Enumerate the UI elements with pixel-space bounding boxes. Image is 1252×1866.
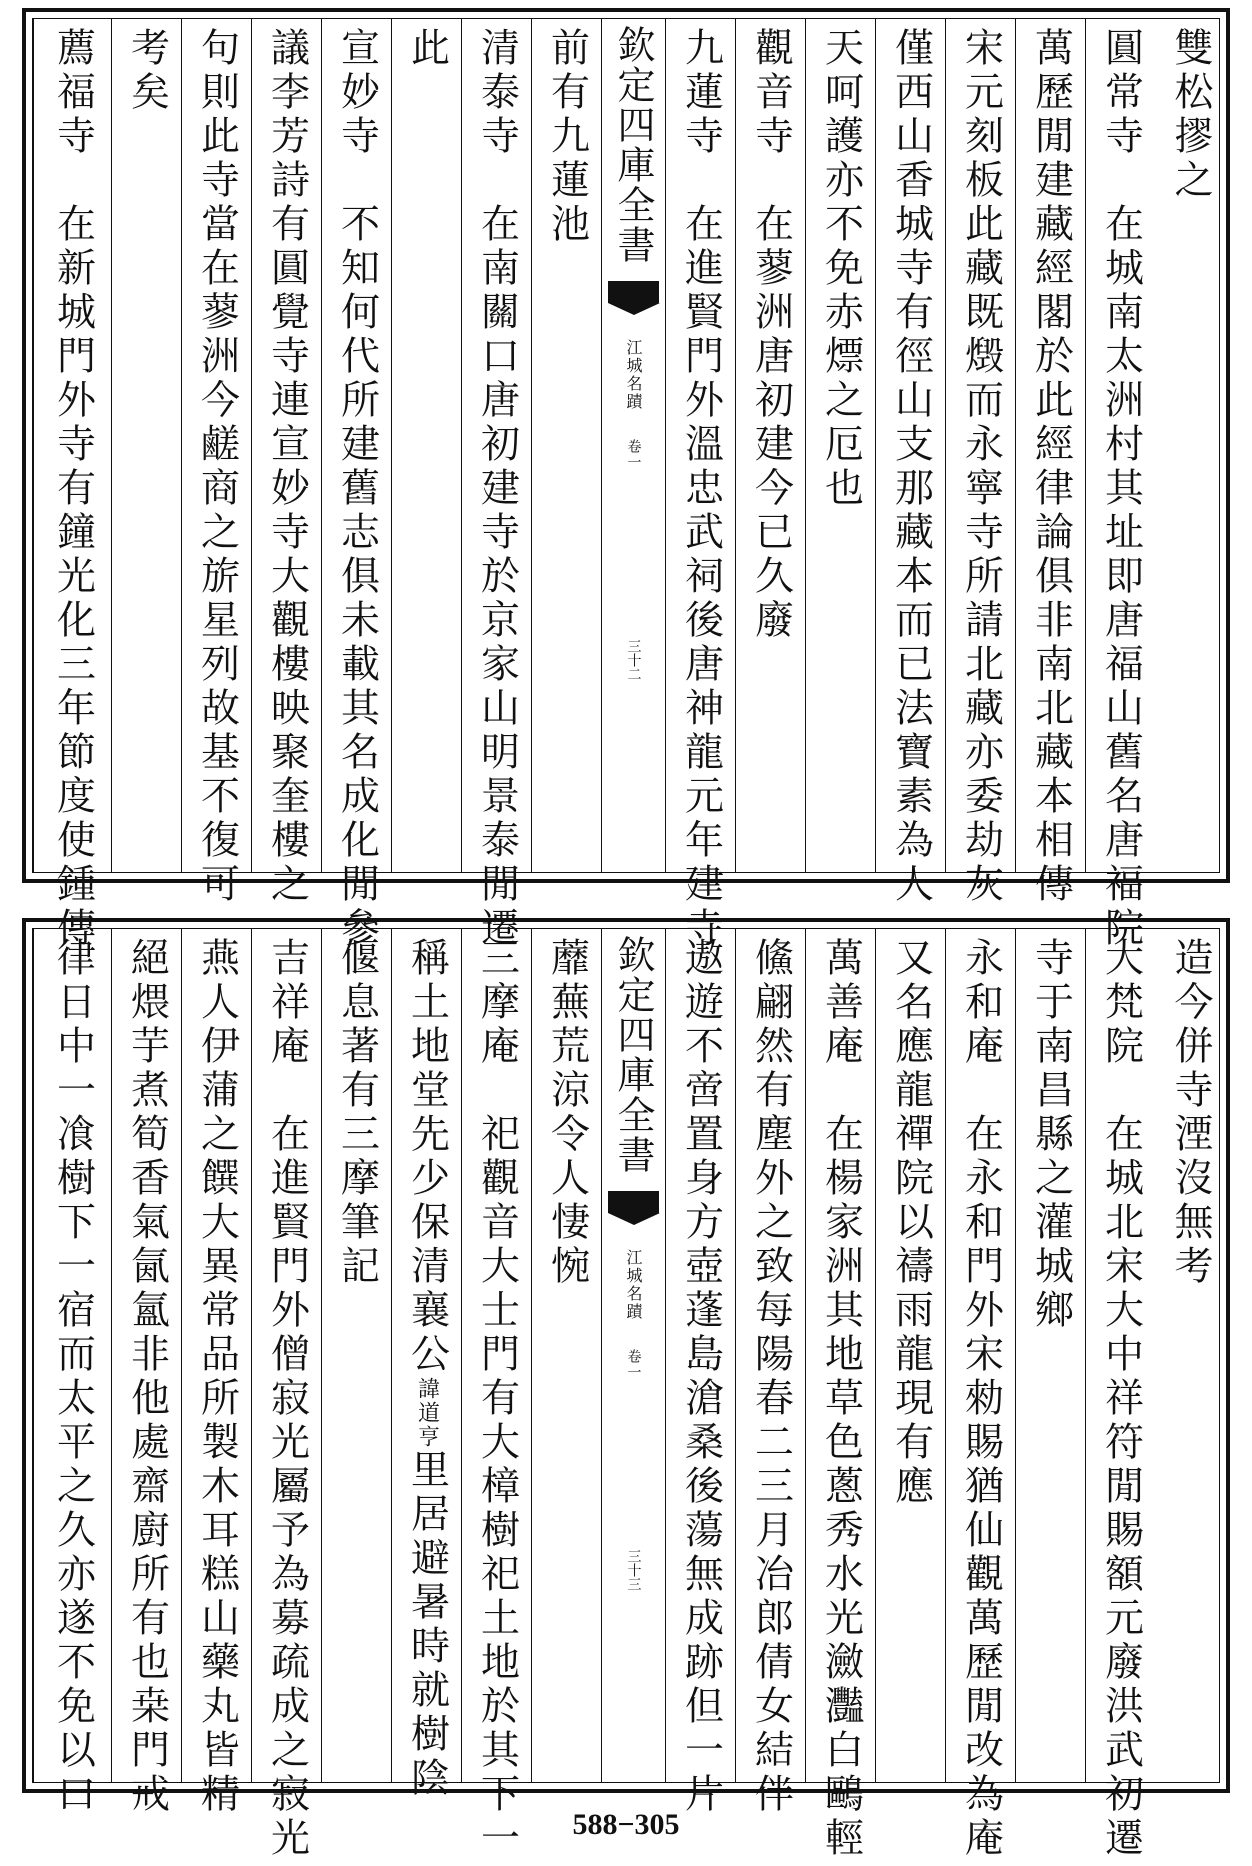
text-line: 萬歷閒建藏經閣於此經律論俱非南北藏本相傳 xyxy=(1028,27,1074,907)
juan-label: 卷一 xyxy=(625,439,642,471)
text-column xyxy=(945,19,1015,907)
text-column xyxy=(875,929,945,1782)
text-line: 前有九蓮池 xyxy=(544,27,590,247)
text-line: 寺于南昌縣之灌城鄉 xyxy=(1028,937,1074,1333)
text-column xyxy=(735,19,805,872)
text-line: 議李芳詩有圓覺寺連宣妙寺大觀樓映聚奎樓之 xyxy=(264,27,310,907)
text-column xyxy=(945,929,1015,1861)
text-line: 天呵護亦不免赤熛之厄也 xyxy=(818,27,864,511)
text-line: 雙松摎之 xyxy=(1168,27,1213,203)
center-gutter xyxy=(601,929,665,1782)
text-line: 偃息著有三摩筆記 xyxy=(334,937,380,1289)
text-column xyxy=(181,19,251,907)
text-line: 考矣 xyxy=(124,27,170,115)
text-column xyxy=(805,19,875,872)
text-column xyxy=(1015,19,1085,907)
top-page xyxy=(22,8,1230,951)
text-line: 吉祥庵 在進賢門外僧寂光屬予為募疏成之寂光 xyxy=(264,937,310,1861)
juan-label: 卷一 xyxy=(625,1349,642,1381)
text-segment: 里居避暑時就樹陰 xyxy=(404,1449,450,1801)
gutter-title: 欽定四庫全書 xyxy=(611,935,655,1175)
text-line: 鯈翩然有塵外之致每陽春二三月冶郎倩女結伴 xyxy=(748,937,794,1817)
text-column xyxy=(461,19,531,951)
page-reference: 588−305 xyxy=(572,1808,680,1841)
text-column xyxy=(33,929,111,1817)
text-line: 永和庵 在永和門外宋勑賜猶仙觀萬歷閒改為庵 xyxy=(958,937,1004,1861)
text-column xyxy=(805,929,875,1861)
book-name: 江城名蹟 xyxy=(624,1249,643,1321)
text-column xyxy=(665,929,735,1817)
text-column xyxy=(1155,19,1225,872)
text-line: 萬善庵 在楊家洲其地草色蔥秀水光瀲灩白鷗輕 xyxy=(818,937,864,1861)
text-column xyxy=(1155,929,1225,1782)
text-line: 觀音寺 在蓼洲唐初建今已久廢 xyxy=(748,27,794,643)
text-column xyxy=(391,929,461,1801)
text-column xyxy=(1015,929,1085,1782)
text-line: 蘼蕪荒涼令人悽惋 xyxy=(544,937,590,1289)
text-column xyxy=(321,929,391,1782)
text-line: 宋元刻板此藏既燬而永寧寺所請北藏亦委劫灰 xyxy=(958,27,1004,907)
text-line: 燕人伊蒲之饌大異常品所製木耳糕山藥丸皆精 xyxy=(194,937,240,1817)
text-column xyxy=(665,19,735,951)
text-line: 此 xyxy=(404,27,450,71)
text-line: 薦福寺 在新城門外寺有鐘光化三年節度使鍾傳 xyxy=(50,27,96,951)
text-column xyxy=(875,19,945,907)
text-column xyxy=(181,929,251,1817)
text-column xyxy=(251,929,321,1861)
fish-tail-ornament xyxy=(608,281,659,303)
book-name: 江城名蹟 xyxy=(624,339,643,411)
text-line: 圓常寺 在城南太洲村其址即唐福山舊名唐福院 xyxy=(1098,27,1144,951)
text-column xyxy=(251,19,321,907)
text-column xyxy=(111,929,181,1817)
center-gutter xyxy=(601,19,665,872)
interlinear-note: 諱道亨 xyxy=(414,1377,440,1449)
page-number: 三十三 xyxy=(625,1549,642,1591)
text-line: 造今併寺湮沒無考 xyxy=(1168,937,1213,1289)
text-column xyxy=(33,19,111,951)
text-line xyxy=(399,937,455,1801)
page-number: 三十二 xyxy=(625,639,642,681)
text-line: 僅西山香城寺有徑山支那藏本而已法寶素為人 xyxy=(888,27,934,907)
text-column xyxy=(531,19,601,872)
text-column xyxy=(391,19,461,872)
text-column xyxy=(1085,929,1155,1861)
text-column xyxy=(531,929,601,1782)
top-page-frame xyxy=(32,18,1220,951)
text-line: 絕煨芋煮筍香氣氤氳非他處齋廚所有也桒門戒 xyxy=(124,937,170,1817)
text-line: 九蓮寺 在進賢門外溫忠武祠後唐神龍元年建寺 xyxy=(678,27,724,951)
text-line: 大梵院 在城北宋大中祥符閒賜額元廢洪武初遷 xyxy=(1098,937,1144,1861)
text-column xyxy=(1085,19,1155,951)
text-line: 又名應龍禪院以禱雨龍現有應 xyxy=(888,937,934,1509)
text-line: 句則此寺當在蓼洲今鹺商之旂星列故基不復可 xyxy=(194,27,240,907)
text-column xyxy=(321,19,391,951)
text-line: 三摩庵 祀觀音大士門有大樟樹祀土地於其下一 xyxy=(474,937,520,1861)
text-column xyxy=(111,19,181,872)
text-column xyxy=(461,929,531,1861)
text-column xyxy=(735,929,805,1817)
text-line: 遨遊不啻置身方壺蓬島滄桑後蕩無成跡但一片 xyxy=(678,937,724,1817)
text-line: 宣妙寺 不知何代所建舊志俱未載其名成化閒參 xyxy=(334,27,380,951)
fish-tail-ornament xyxy=(608,1191,659,1213)
text-segment: 稱土地堂先少保清襄公 xyxy=(404,937,450,1377)
gutter-title: 欽定四庫全書 xyxy=(611,25,655,265)
text-line: 律日中一飡樹下一宿而太平之久亦遂不免以口 xyxy=(50,937,96,1817)
text-line: 清泰寺 在南關口唐初建寺於京家山明景泰閒遷 xyxy=(474,27,520,951)
